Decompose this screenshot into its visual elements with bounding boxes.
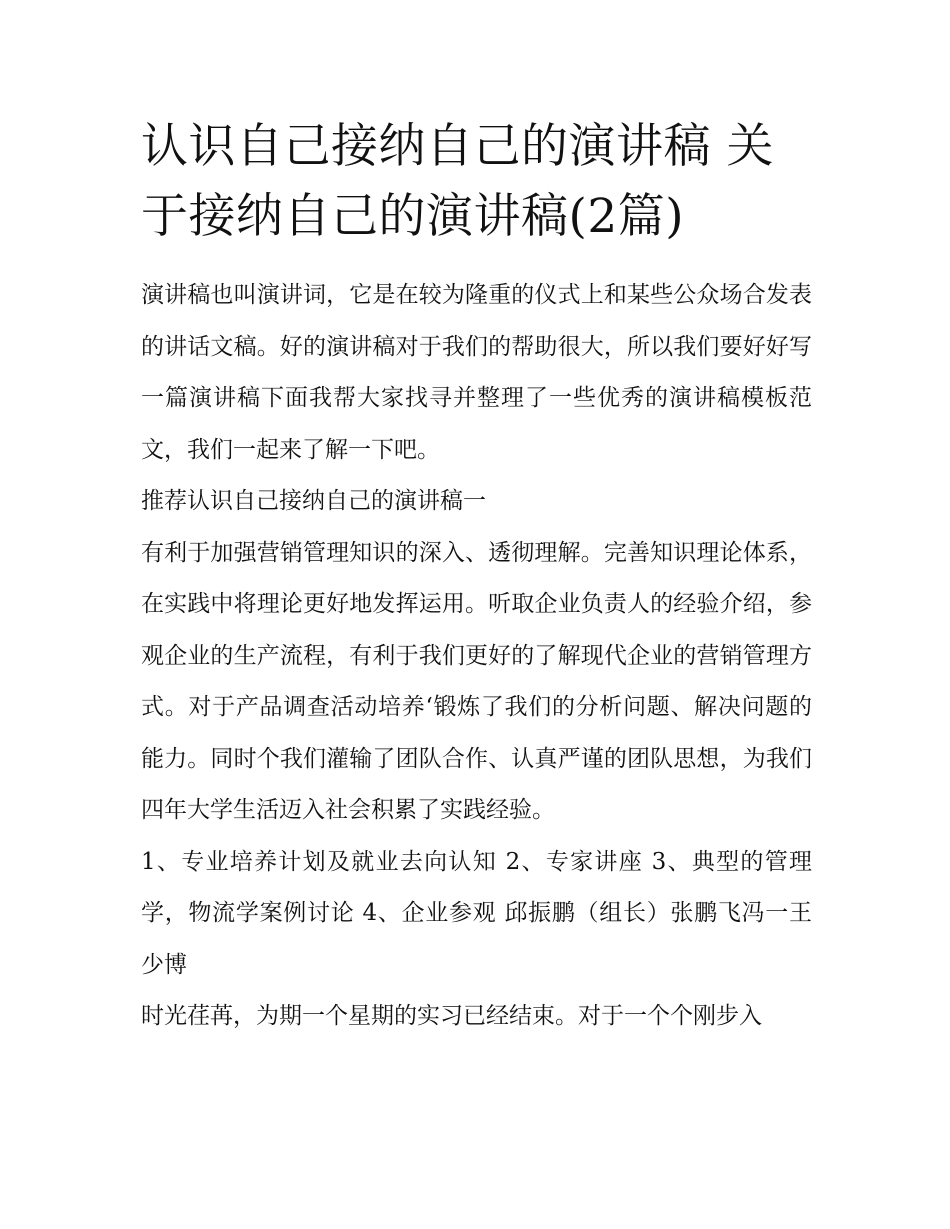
intro-paragraph: 演讲稿也叫演讲词，它是在较为隆重的仪式上和某些公众场合发表的讲话文稿。好的演讲稿对于我们的帮助很大，所以我们要好好写一篇演讲稿下面我帮大家找寻并整理了一些优秀的演讲稿模板范文，我们一起来了解一下吧。 [141,282,812,463]
document-title: 认识自己接纳自己的演讲稿 关于接纳自己的演讲稿(2篇) [141,119,774,244]
section-heading: 推荐认识自己接纳自己的演讲稿一 [141,488,486,514]
body-paragraph: 有利于加强营销管理知识的深入、透彻理解。完善知识理论体系，在实践中将理论更好地发挥运用。听取企业负责人的经验介绍，参观企业的生产流程，有利于我们更好的了解现代企业的营销管理方式。对于产品调查活动培养‘锻炼了我们的分析问题、解决问题的能力。同时个我们灌输了团队合作、认真严谨的团队思想，为我们四年大学生活迈入社会积累了实践经验。 [141,539,812,823]
body-paragraph: 时光荏苒，为期一个星期的实习已经结束。对于一个个刚步入 [141,1003,762,1029]
list-paragraph: 1、专业培养计划及就业去向认知 2、专家讲座 3、典型的管理学，物流学案例讨论 4、企业参观 邱振鹏（组长）张鹏飞冯一王少博 [141,848,812,978]
